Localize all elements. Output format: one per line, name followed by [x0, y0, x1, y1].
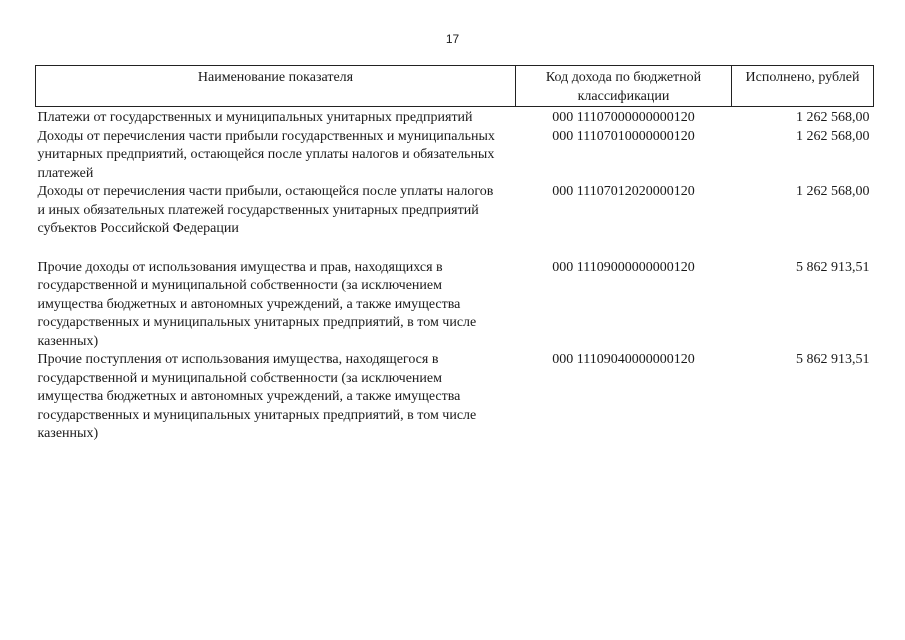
executed-amount-cell: 5 862 913,51 — [796, 352, 870, 367]
indicator-name-cell: Доходы от перечисления части прибыли государственных и муниципальных унитарных предприятий, остающейся после уплаты налогов и обязательных платежей — [37, 128, 495, 181]
header-indicator-name: Наименование показателя — [36, 66, 516, 107]
executed-amount-cell: 1 262 568,00 — [796, 184, 870, 199]
table-row — [36, 183, 874, 239]
executed-amount-cell: 5 862 913,51 — [796, 259, 870, 275]
revenue-code-cell: 000 11107010000000120 — [552, 128, 695, 144]
indicator-name-cell: Прочие поступления от использования имущества, находящегося в государственной и муниципальной собственности (за исключением имущества бюджетных и автономных учреждений, а также имущества государственных и муниципальных унитарных предприятий, в том числе казенных) — [37, 352, 477, 441]
revenue-code-cell: 000 11109040000000120 — [552, 352, 695, 367]
revenue-code-cell: 000 11107012020000120 — [552, 184, 695, 199]
table-header-row — [36, 66, 874, 107]
header-revenue-code: Код дохода по бюджетной классификации — [516, 66, 732, 107]
spacer-row — [36, 239, 874, 259]
header-executed-amount: Исполнено, рублей — [732, 66, 874, 107]
table-row — [36, 109, 874, 128]
table-row — [36, 351, 874, 444]
revenue-code-cell: 000 11109000000000120 — [552, 259, 695, 275]
page-number: 17 — [445, 32, 460, 46]
revenue-table — [35, 65, 874, 444]
table-row — [36, 259, 874, 352]
indicator-name-cell: Платежи от государственных и муниципальных унитарных предприятий — [37, 110, 473, 125]
executed-amount-cell: 1 262 568,00 — [796, 128, 870, 144]
indicator-name-cell: Прочие доходы от использования имущества и прав, находящихся в государственной и муниципальной собственности (за исключением имущества бюджетных и автономных учреждений, а также имущества государственных и муниципальных унитарных предприятий, в том числе казенных) — [37, 259, 477, 349]
table-row — [36, 128, 874, 184]
revenue-code-cell: 000 11107000000000120 — [552, 110, 695, 125]
executed-amount-cell: 1 262 568,00 — [796, 110, 870, 125]
indicator-name-cell: Доходы от перечисления части прибыли, остающейся после уплаты налогов и иных обязательных платежей государственных унитарных предприятий субъектов Российской Федерации — [37, 184, 494, 236]
